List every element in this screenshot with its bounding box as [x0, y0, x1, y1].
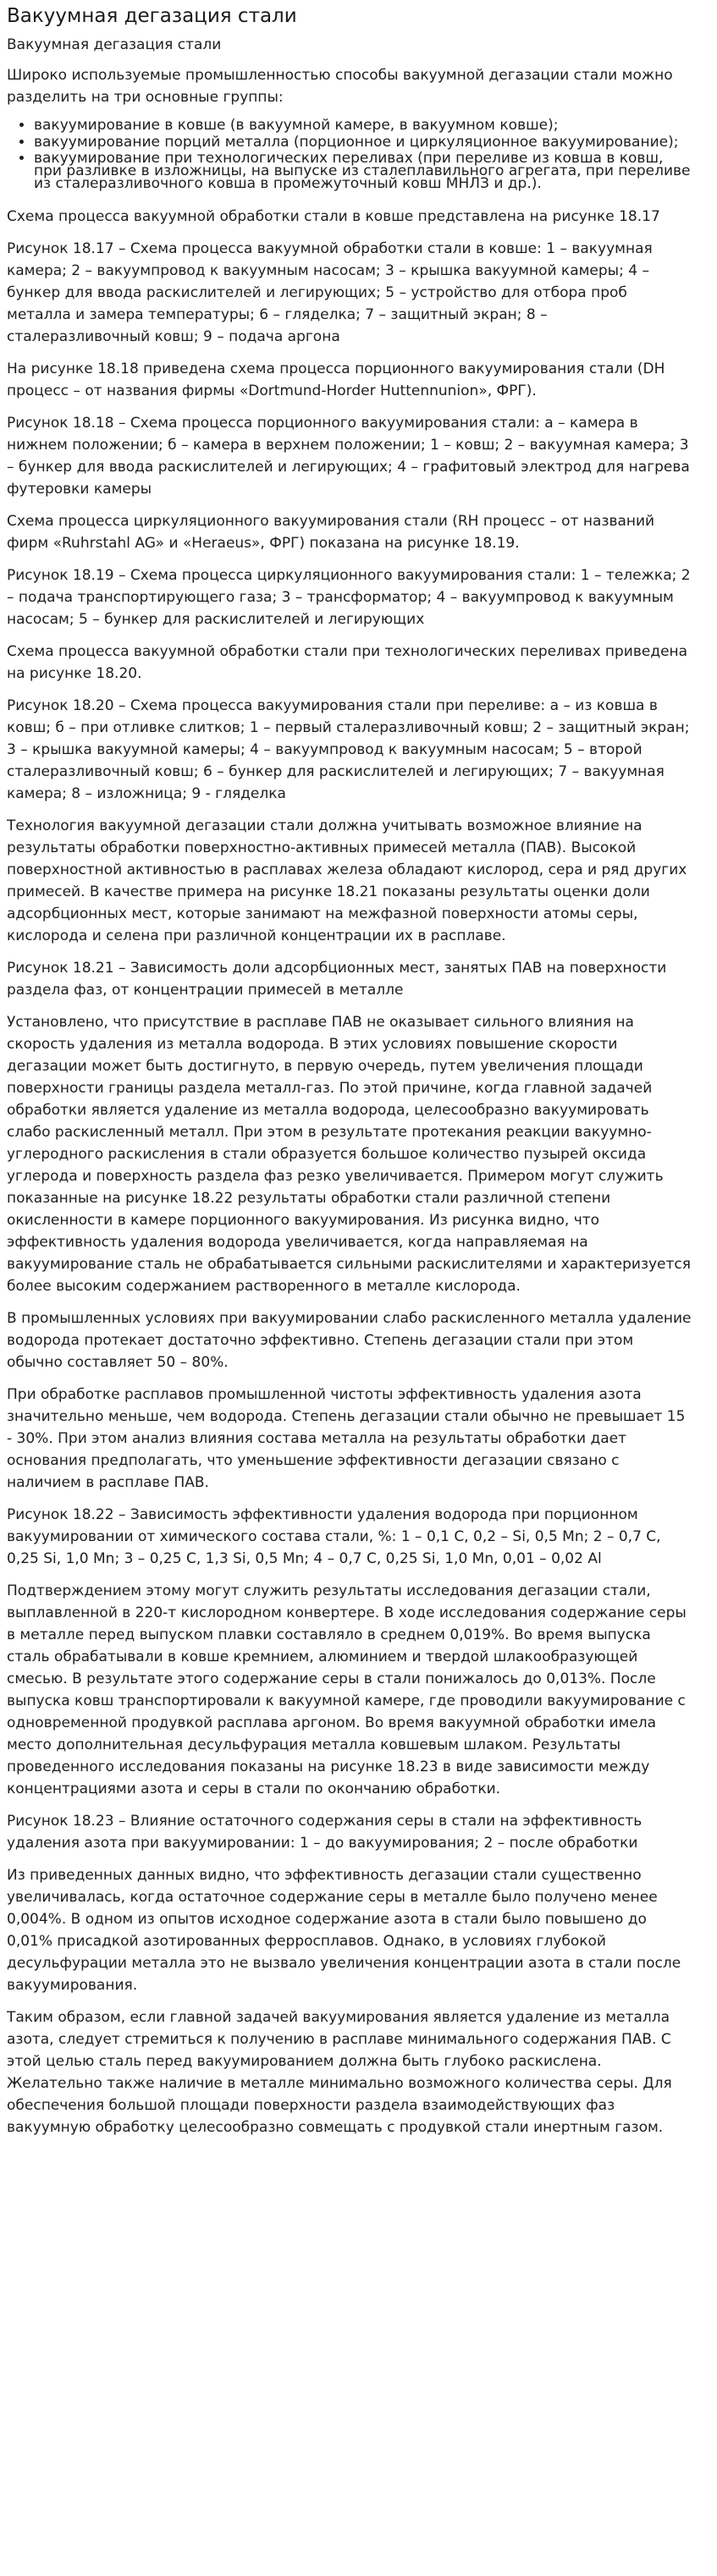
caption-figure-18-23: Рисунок 18.23 – Влияние остаточного содержания серы в стали на эффективность удаления азота при вакуумировании: 1 – до вакуумирования; 2 – после обработки: [7, 1813, 643, 1852]
caption-figure-18-20: Рисунок 18.20 – Схема процесса вакуумирования стали при переливе: а – из ковша в ковш; б – при отливке слитков; 1 – первый сталеразливочный ковш; 2 – защитный экран; 3 – крышка вакуумной камеры; 4 – вакуумпровод к вакуумным насосам; 5 – второй сталеразливочный ковш; 6 – бункер для раскислителей и легирующих; 7 – вакуумная камера; 8 – изложница; 9 - гляделка: [7, 697, 690, 802]
paragraph-nitrogen-removal: При обработке расплавов промышленной чистоты эффективность удаления азота значительно меньше, чем водорода. Степень дегазации стали обычно не превышает 15 - 30%. При этом анализ влияния состава металла на результаты обработки дает основания предполагать, что уменьшение эффективности дегазации связано с наличием в расплаве ПАВ.: [7, 1386, 686, 1491]
paragraph-converter-study: Подтверждением этому могут служить результаты исследования дегазации стали, выплавленной в 220-т кислородном конвертере. В ходе исследования содержание серы в металле перед выпуском плавки составляло в среднем 0,019%. Во время выпуска сталь обрабатывали в ковше кремнием, алюминием и твердой шлакообразующей смесью. В результате этого содержание серы в стали понижалось до 0,013%. После выпуска ковш транспортировали к вакуумной камере, где проводили вакуумирование с одновременной продувкой расплава аргоном. Во время вакуумной обработки имела место дополнительная десульфурация металла ковшевым шлаком. Результаты проведенного исследования показаны на рисунке 18.23 в виде зависимости между концентрациями азота и серы в стали по окончанию обработки.: [7, 1582, 687, 1797]
caption-figure-18-22: Рисунок 18.22 – Зависимость эффективности удаления водорода при порционном вакуумировании от химического состава стали, %: 1 – 0,1 С, 0,2 – Si, 0,5 Mn; 2 – 0,7 С, 0,25 Si, 1,0 Mn; 3 – 0,25 С, 1,3 Si, 0,5 Mn; 4 – 0,7 С, 0,25 Si, 1,0 Mn, 0,01 – 0,02 Al: [7, 1506, 661, 1567]
caption-figure-18-18: Рисунок 18.18 – Схема процесса порционного вакуумирования стали: а – камера в нижнем положении; б – камера в верхнем положении; 1 – ковш; 2 – вакуумная камера; 3 – бункер для ввода раскислителей и легирующих; 4 – графитовый электрод для нагрева футеровки камеры: [7, 415, 690, 498]
paragraph-sulfur-effect: Из приведенных данных видно, что эффективность дегазации стали существенно увеличивалась, когда остаточное содержание серы в металле было получено менее 0,004%. В одном из опытов исходное содержание азота в стали было повышено до 0,01% присадкой азотированных ферросплавов. Однако, в условиях глубокой десульфурации металла это не вызвало увеличения концентрации азота в стали после вакуумирования.: [7, 1867, 681, 1994]
paragraph-conclusion: Таким образом, если главной задачей вакуумирования является удаление из металла азота, следует стремиться к получению в расплаве минимального содержания ПАВ. С этой целью сталь перед вакуумированием должна быть глубоко раскислена. Желательно также наличие в металле минимально возможного количества серы. Для обеспечения большой площади поверхности раздела взаимодействующих фаз вакуумную обработку целесообразно совмещать с продувкой стали инертным газом.: [7, 2009, 672, 2136]
degassing-methods-list: [7, 118, 693, 194]
paragraph-scheme-18-19: Схема процесса циркуляционного вакуумирования стали (RH процесс – от названий фирм «Ruhrstahl AG» и «Heraeus», ФРГ) показана на рисунке 18.19.: [7, 513, 655, 552]
caption-figure-18-21: Рисунок 18.21 – Зависимость доли адсорбционных мест, занятых ПАВ на поверхности раздела фаз, от концентрации примесей в металле: [7, 960, 667, 999]
list-item: • вакуумирование при технологических переливах (при переливе из ковша в ковш, при разливке в изложницы, на выпуске из сталеплавильного агрегата, при переливе из сталеразливочного ковша в промежуточный ковш МНЛЗ и др.).: [34, 152, 693, 194]
paragraph-surface-active: Технология вакуумной дегазации стали должна учитывать возможное влияние на результаты обработки поверхностно-активных примесей металла (ПАВ). Высокой поверхностной активностью в расплавах железа обладают кислород, сера и ряд других примесей. В качестве примера на рисунке 18.21 показаны результаты оценки доли адсорбционных мест, которые занимают на межфазной поверхности атомы серы, кислорода и селена при различной концентрации их в расплаве.: [7, 817, 687, 944]
intro-paragraph: Широко используемые промышленностью способы вакуумной дегазации стали можно разделить на три основные группы:: [7, 67, 673, 106]
paragraph-scheme-18-20: Схема процесса вакуумной обработки стали при технологических переливах приведена на рисунке 18.20.: [7, 643, 688, 682]
page-title: Вакуумная дегазация стали: [7, 5, 297, 27]
subtitle: Вакуумная дегазация стали: [7, 36, 222, 53]
paragraph-hydrogen-removal: Установлено, что присутствие в расплаве ПАВ не оказывает сильного влияния на скорость удаления из металла водорода. В этих условиях повышение скорости дегазации может быть достигнуто, в первую очередь, путем увеличения площади поверхности границы раздела металл-газ. По этой причине, когда главной задачей обработки является удаление из металла водорода, целесообразно вакуумировать слабо раскисленный металл. При этом в результате протекания реакции вакуумно-углеродного раскисления в стали образуется большое количество пузырей оксида углерода и поверхность раздела фаз резко увеличивается. Примером могут служить показанные на рисунке 18.22 результаты обработки стали различной степени окисленности в камере порционного вакуумирования. Из рисунка видно, что эффективность удаления водорода увеличивается, когда направляемая на вакуумирование сталь не обрабатывается сильными раскислителями и характеризуется более высоким содержанием растворенного в металле кислорода.: [7, 1014, 691, 1295]
paragraph-industrial-conditions: В промышленных условиях при вакуумировании слабо раскисленного металла удаление водорода протекает достаточно эффективно. Степень дегазации стали при этом обычно составляет 50 – 80%.: [7, 1310, 692, 1371]
list-item: • вакуумирование порций металла (порционное и циркуляционное вакуумирование);: [34, 136, 693, 152]
list-item: • вакуумирование в ковше (в вакуумной камере, в вакуумном ковше);: [34, 118, 693, 136]
paragraph-scheme-18-18: На рисунке 18.18 приведена схема процесса порционного вакуумирования стали (DH процесс – от названия фирмы «Dortmund-Horder Huttennunion», ФРГ).: [7, 361, 665, 399]
caption-figure-18-19: Рисунок 18.19 – Схема процесса циркуляционного вакуумирования стали: 1 – тележка; 2 – подача транспортирующего газа; 3 – трансформатор; 4 – вакуумпровод к вакуумным насосам; 5 – бункер для раскислителей и легирующих: [7, 567, 691, 628]
caption-figure-18-17: Рисунок 18.17 – Схема процесса вакуумной обработки стали в ковше: 1 – вакуумная камера; 2 – вакуумпровод к вакуумным насосам; 3 – крышка вакуумной камеры; 4 – бункер для ввода раскислителей и легирующих; 5 – устройство для отбора проб металла и замера температуры; 6 – гляделка; 7 – защитный экран; 8 – сталеразливочный ковш; 9 – подача аргона: [7, 240, 653, 345]
paragraph-scheme-18-17: Схема процесса вакуумной обработки стали в ковше представлена на рисунке 18.17: [7, 208, 660, 225]
